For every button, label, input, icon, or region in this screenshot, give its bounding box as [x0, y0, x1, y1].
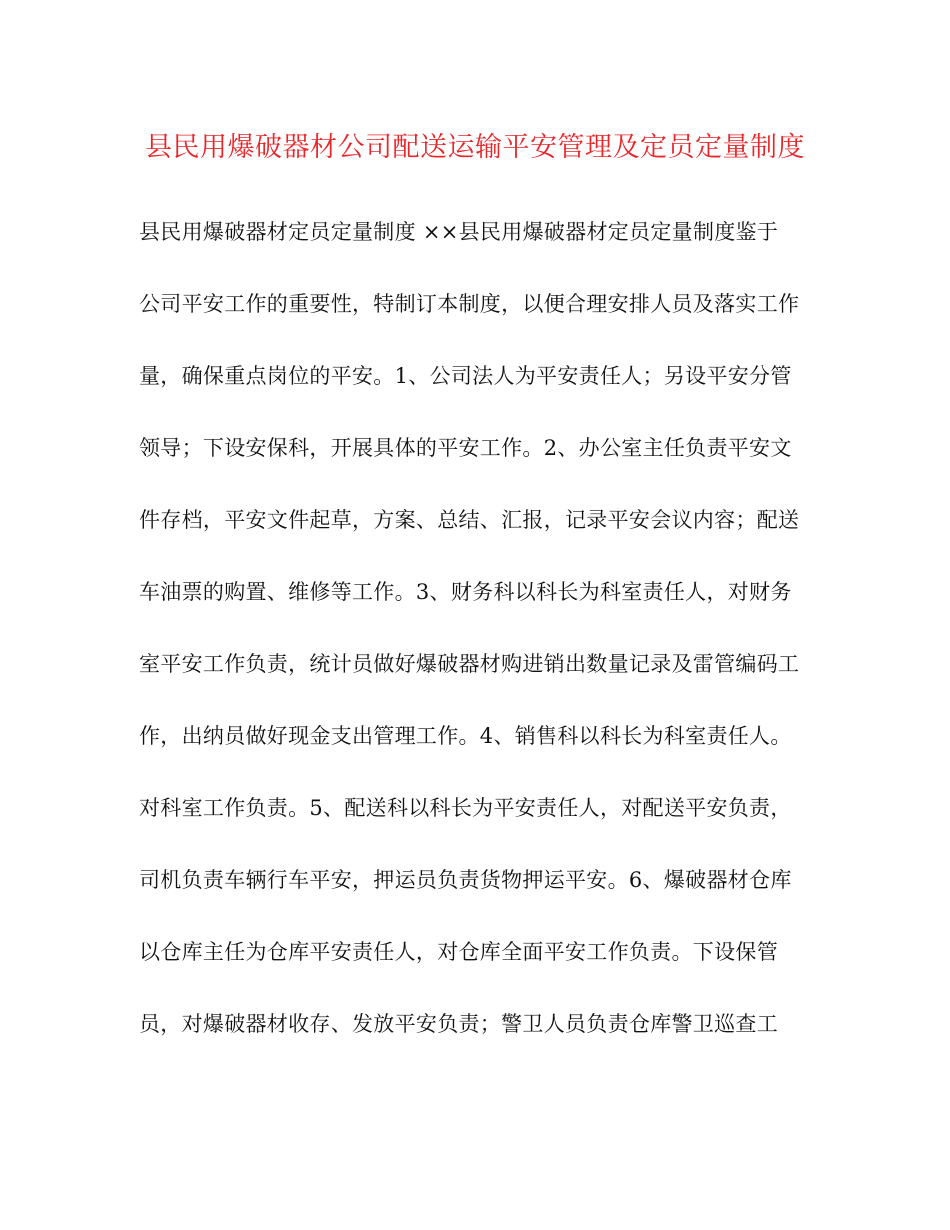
- body-line-4: 领导；下设安保科，开展具体的平安工作。2、办公室主任负责平安文: [139, 436, 792, 460]
- body-line-11: 以仓库主任为仓库平安责任人，对仓库全面平安工作负责。下设保管: [139, 940, 778, 964]
- body-line-9: 对科室工作负责。5、配送科以科长为平安责任人，对配送平安负责，: [139, 796, 792, 820]
- body-line-1: 县民用爆破器材定员定量制度 ××县民用爆破器材定员定量制度鉴于: [139, 220, 779, 244]
- body-line-8: 作，出纳员做好现金支出管理工作。4、销售科以科长为科室责任人。: [139, 724, 792, 748]
- body-line-10: 司机负责车辆行车平安，押运员负责货物押运平安。6、爆破器材仓库: [139, 868, 792, 892]
- document-body: [139, 212, 819, 1076]
- body-line-6: 车油票的购置、维修等工作。3、财务科以科长为科室责任人，对财务: [139, 580, 792, 604]
- body-line-2: 公司平安工作的重要性，特制订本制度，以便合理安排人员及落实工作: [139, 292, 800, 316]
- body-line-3: 量，确保重点岗位的平安。1、公司法人为平安责任人；另设平安分管: [139, 364, 792, 388]
- body-line-5: 件存档，平安文件起草，方案、总结、汇报，记录平安会议内容；配送: [139, 508, 800, 532]
- body-line-7: 室平安工作负责，统计员做好爆破器材购进销出数量记录及雷管编码工: [139, 652, 800, 676]
- document-title: 县民用爆破器材公司配送运输平安管理及定员定量制度: [145, 132, 805, 163]
- body-line-12: 员，对爆破器材收存、发放平安负责；警卫人员负责仓库警卫巡查工: [139, 1012, 778, 1036]
